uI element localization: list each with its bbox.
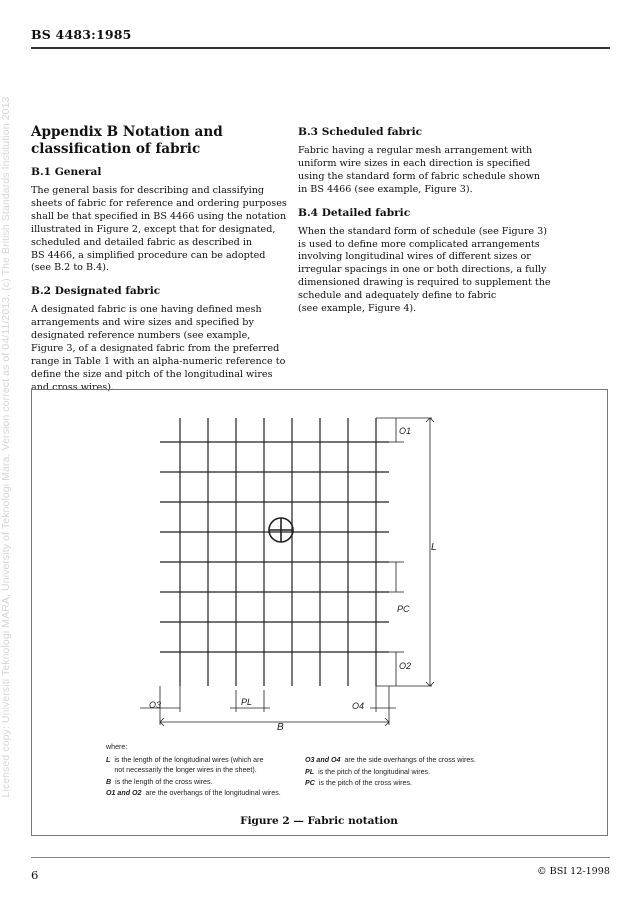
label-o2: O2	[399, 661, 412, 671]
legend-item	[106, 788, 306, 798]
arrow-b-l-b	[160, 722, 164, 726]
copyright-notice: © BSI 12-1998	[537, 866, 610, 877]
section-b2-heading: B.2 Designated fabric	[31, 285, 161, 298]
section-b4-text: When the standard form of schedule (see Figure 3) is used to define more complicated arrangements involving longitudinal wires of different sizes or irregular spacings in one or both directions, a fully dimensioned drawing is required to supplement the schedule and adequately define to fabric (see example, Figure 4).	[298, 225, 551, 315]
legend-left	[106, 755, 306, 800]
legend-item	[106, 755, 306, 775]
standard-code: BS 4483:1985	[31, 27, 132, 42]
label-b: B	[277, 722, 284, 733]
legend-text: is the pitch of the longitudinal wires.	[318, 767, 431, 776]
legend-item	[305, 767, 505, 777]
page-number: 6	[31, 868, 39, 882]
legend-right	[305, 755, 505, 790]
legend-symbol: L	[106, 756, 111, 764]
legend-symbol: PL	[305, 767, 315, 776]
label-pl: PL	[241, 697, 253, 707]
section-b4-heading: B.4 Detailed fabric	[298, 206, 411, 219]
label-o4: O4	[352, 701, 365, 711]
center-symbol	[269, 518, 293, 542]
arrow-l-top-a	[426, 418, 430, 422]
label-o3: O3	[149, 700, 162, 710]
appendix-title: Appendix B Notation and classification of fabric	[31, 124, 223, 157]
legend-text: are the overhangs of the longitudinal wires.	[145, 789, 281, 797]
legend-text: is the length of the cross wires.	[115, 777, 213, 786]
section-b2-text: A designated fabric is one having defined mesh arrangements and wire sizes and specified by designated reference numbers (see example, Figure 3, of a designated fabric from the preferred range in Table 1 with an alpha-numeric reference to define the size and pitch of the longitudinal wires and cross wires).	[31, 304, 286, 393]
legend-symbol: B	[106, 777, 112, 786]
arrow-l-bot-b	[430, 682, 434, 686]
label-o1: O1	[399, 426, 412, 436]
arrow-b-r-b	[385, 722, 389, 726]
legend-where: where:	[106, 743, 128, 751]
section-b1-text: The general basis for describing and classifying sheets of fabric for reference and ordering purposes shall be that specified in BS 4466 using the notation illustrated in Figure 2, except that for designated, scheduled and detailed fabric as described in BS 4466, a simplified procedure can be adopted (see B.2 to B.4).	[31, 185, 287, 274]
arrow-l-bot-a	[426, 682, 430, 686]
section-b3-text: Fabric having a regular mesh arrangement with uniform wire sizes in each direction is specified using the standard form of fabric schedule shown in BS 4466 (see example, Figure 3).	[298, 145, 541, 195]
label-l: L	[431, 542, 437, 553]
license-watermark: Licensed copy: Universiti Teknologi MARA, University of Teknologi Mara, Version correct as of 04/11/2013, (c) The British Standards Institution 2013	[0, 96, 12, 798]
legend-text: is the pitch of the cross wires.	[318, 779, 412, 787]
legend-symbol: O1 and O2	[106, 789, 142, 797]
legend-item	[305, 778, 505, 788]
legend-symbol: PC	[305, 779, 315, 787]
legend-item	[305, 755, 505, 765]
figure-caption: Figure 2 — Fabric notation	[240, 815, 398, 827]
arrow-b-r-a	[385, 718, 389, 722]
arrow-l-top-b	[430, 418, 434, 422]
legend-symbol: O3 and O4	[305, 756, 341, 764]
dimension-lines	[140, 418, 434, 726]
footer-rule	[31, 857, 610, 858]
legend-text: are the side overhangs of the cross wires.	[344, 756, 476, 764]
legend-text: is the length of the longitudinal wires (which are not necessarily the longer wires in the sheet).	[114, 756, 264, 774]
label-pc: PC	[397, 604, 410, 614]
wire-mesh	[160, 418, 389, 686]
section-b3-heading: B.3 Scheduled fabric	[298, 126, 423, 138]
section-b1-heading: B.1 General	[31, 166, 102, 178]
arrow-b-l-a	[160, 718, 164, 722]
legend-item	[106, 777, 306, 787]
